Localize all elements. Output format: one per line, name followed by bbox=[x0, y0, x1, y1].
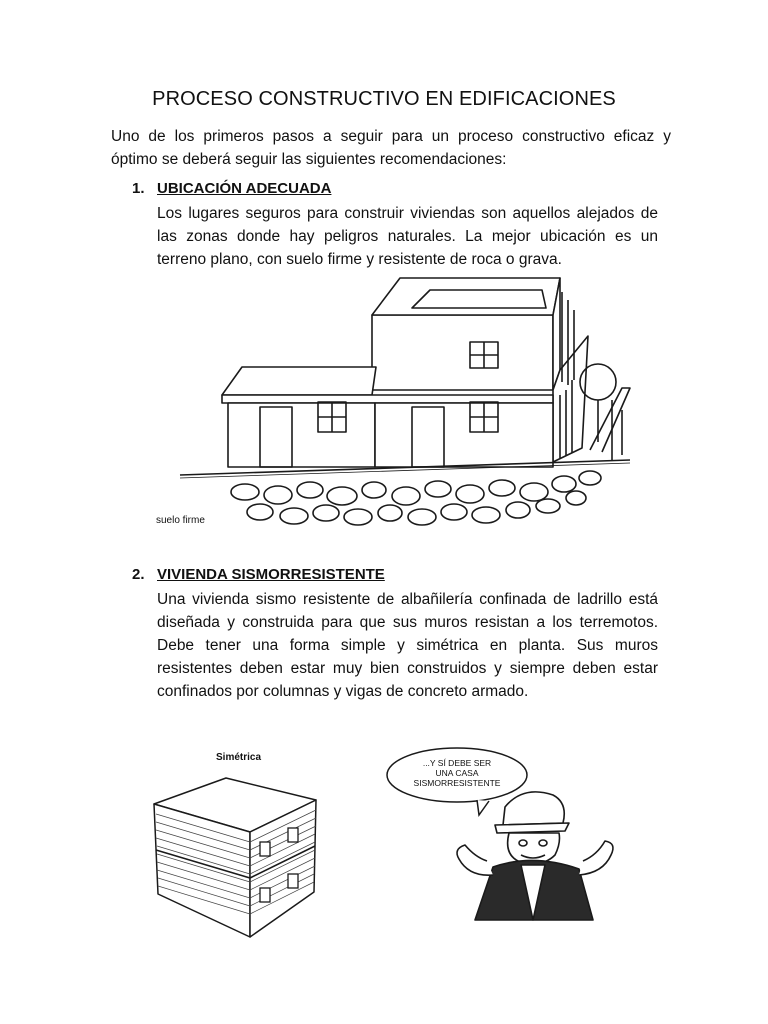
section-1-heading bbox=[132, 180, 331, 197]
page-title: PROCESO CONSTRUCTIVO EN EDIFICACIONES bbox=[152, 88, 616, 110]
body-line: Los lugares seguros para construir viviendas son aquellos alejados de bbox=[157, 205, 658, 222]
section-2-heading bbox=[132, 566, 385, 583]
body-line: las zonas donde hay peligros naturales. La mejor ubicación es un bbox=[157, 228, 658, 245]
section-1-body bbox=[157, 202, 658, 271]
section-label: VIVIENDA SISMORRESISTENTE bbox=[157, 566, 385, 583]
figure-label: suelo firme bbox=[156, 515, 205, 526]
house-on-firm-soil-illustration bbox=[150, 270, 640, 535]
speech-line: UNA CASA bbox=[435, 768, 479, 778]
section-label: UBICACIÓN ADECUADA bbox=[157, 180, 332, 197]
builder-cartoon-illustration bbox=[383, 745, 633, 923]
section-number: 1. bbox=[132, 180, 145, 197]
body-line: Una vivienda sismo resistente de albañilería confinada de ladrillo está bbox=[157, 591, 658, 608]
intro-paragraph bbox=[111, 125, 671, 171]
figure-label: Simétrica bbox=[216, 752, 262, 763]
body-line: resistentes deben estar muy bien construidos y siempre deben estar bbox=[157, 660, 658, 677]
intro-line: Uno de los primeros pasos a seguir para un proceso constructivo eficaz y bbox=[111, 128, 671, 145]
body-line: terreno plano, con suelo firme y resistente de roca o grava. bbox=[157, 251, 562, 268]
intro-line: óptimo se deberá seguir las siguientes recomendaciones: bbox=[111, 151, 507, 168]
body-line: diseñada y construida para que sus muros resistan a los terremotos. bbox=[157, 614, 658, 631]
speech-line: SISMORRESISTENTE bbox=[413, 778, 501, 788]
body-line: confinados por columnas y vigas de concreto armado. bbox=[157, 683, 529, 700]
symmetric-house-illustration bbox=[148, 742, 328, 944]
section-number: 2. bbox=[132, 566, 145, 583]
section-2-body bbox=[157, 588, 658, 703]
body-line: Debe tener una forma simple y simétrica en planta. Sus muros bbox=[157, 637, 658, 654]
speech-line: ...Y SÍ DEBE SER bbox=[422, 758, 492, 768]
